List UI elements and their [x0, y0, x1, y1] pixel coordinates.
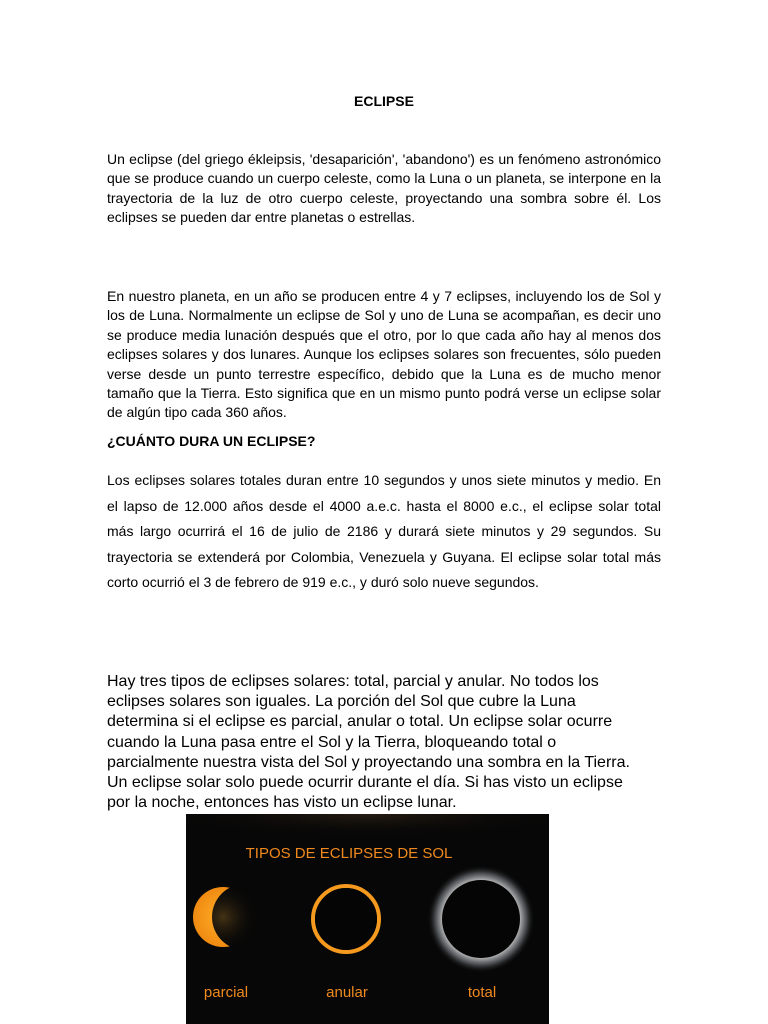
eclipse-types-illustration: [186, 814, 549, 1024]
annular-eclipse-icon: [308, 881, 384, 957]
eclipse-types-figure: [186, 814, 549, 1024]
document-title: ECLIPSE: [354, 93, 414, 109]
label-total: total: [467, 984, 497, 1001]
total-eclipse-icon: [427, 865, 535, 973]
section-heading: ¿CUÁNTO DURA UN ECLIPSE?: [107, 433, 316, 449]
partial-eclipse-icon: [187, 881, 259, 953]
duration-paragraph: Los eclipses solares totales duran entre 10 segundos y unos siete minutos y medio. En el lapso de 12.000 años desde el 4000 a.e.c. hasta el 8000 e.c., el eclipse solar total más largo ocurrirá el 16 de julio de 2186 y durará siete minutos y 29 segundos. Su trayectoria se extenderá por Colombia, Venezuela y Guyana. El eclipse solar total más corto ocurrió el 3 de febrero de 919 e.c., y duró solo nueve segundos.: [107, 472, 661, 590]
label-annular: anular: [326, 984, 368, 1001]
intro-paragraph: Un eclipse (del griego ékleipsis, 'desaparición', 'abandono') es un fenómeno astronómico que se produce cuando un cuerpo celeste, como la Luna o un planeta, se interpone en la trayectoria de la luz de otro cuerpo celeste, proyectando una sombra sobre él. Los eclipses se pueden dar entre planetas o estrellas.: [107, 151, 661, 226]
figure-title: TIPOS DE ECLIPSES DE SOL: [245, 845, 453, 862]
types-paragraph: Hay tres tipos de eclipses solares: total, parcial y anular. No todos los eclipses solares son iguales. La porción del Sol que cubre la Luna determina si el eclipse es parcial, anular o total. Un eclipse solar ocurre cuando la Luna pasa entre el Sol y la Tierra, bloqueando total o parcialmente nuestra vista del Sol y proyectando una sombra en la Tierra. Un eclipse solar solo puede ocurrir durante el día. Si has visto un eclipse por la noche, entonces has visto un eclipse lunar.: [107, 673, 630, 812]
frequency-paragraph: En nuestro planeta, en un año se producen entre 4 y 7 eclipses, incluyendo los de Sol y los de Luna. Normalmente un eclipse de Sol y uno de Luna se acompañan, es decir uno se produce media lunación después que el otro, por lo que cada año hay al menos dos eclipses solares y dos lunares. Aunque los eclipses solares son frecuentes, sólo pueden verse desde un punto terrestre específico, debido que la Luna es de mucho menor tamaño que la Tierra. Esto significa que en un mismo punto podrá verse un eclipse solar de algún tipo cada 360 años.: [107, 288, 661, 421]
label-partial: parcial: [203, 984, 249, 1001]
